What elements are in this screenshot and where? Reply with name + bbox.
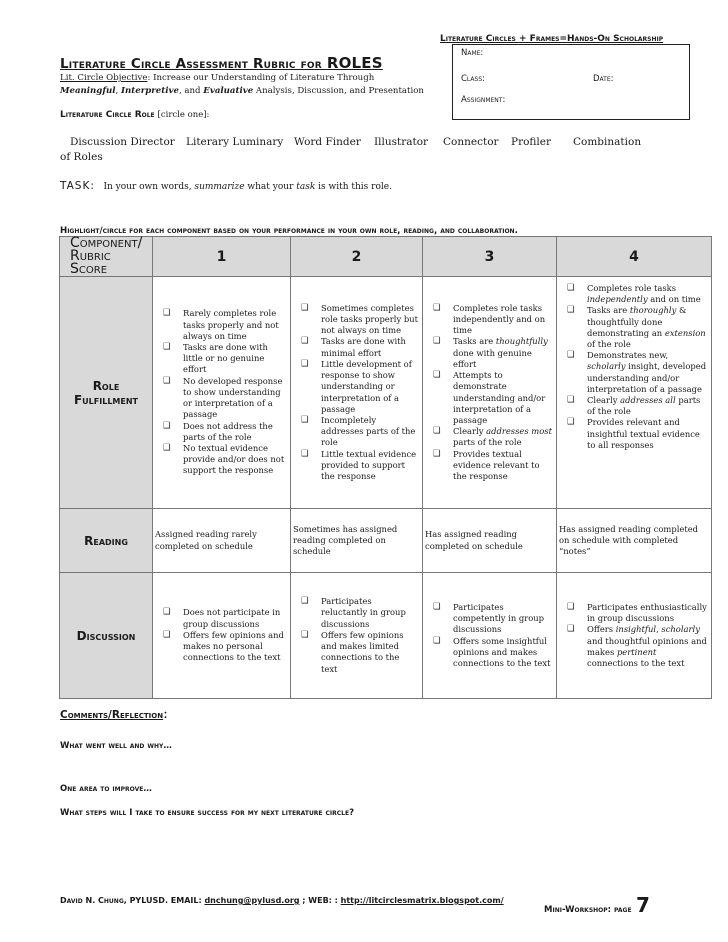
objective-text: : Increase our Understanding of Literature Through <box>147 73 375 83</box>
list-item <box>561 395 707 417</box>
name-label: Name: <box>461 48 484 58</box>
text-run: parts of the role <box>453 437 522 448</box>
emphasis-run: thoughtfully <box>495 336 548 347</box>
title-roles: ROLES <box>326 54 383 72</box>
text-run: Participates enthusiastically in group discussions <box>587 601 707 624</box>
emphasis-run: extension <box>664 327 706 338</box>
list-item: ❑ Sometimes completes role tasks properly but not always on time <box>295 303 418 337</box>
list-item: ❑ Offers few opinions and makes limited connections to the text <box>295 630 418 675</box>
task-label: TASK: <box>60 180 95 192</box>
role-literary-luminary[interactable]: Literary Luminary <box>186 136 284 148</box>
list-item <box>427 336 552 370</box>
class-label: Class: <box>461 74 486 84</box>
text-run: of the role <box>587 339 631 350</box>
text-run: Provides relevant and insightful textual evidence to all responses <box>587 417 700 450</box>
text-run: & thoughtfully done demonstrating an <box>587 305 687 338</box>
highlight-instruction: Highlight/circle for each component based on your performance in your own role, reading, and collaboration. <box>60 226 518 236</box>
list-item: ❑ Participates competently in group discussions <box>427 602 552 636</box>
objective-word-2: Interpretive <box>121 86 179 96</box>
list-item <box>561 350 707 395</box>
task-line <box>60 180 392 192</box>
text-run: Offers <box>587 624 616 635</box>
page-title <box>60 54 383 72</box>
task-post: is with this role. <box>315 182 392 192</box>
text-run: Completes role tasks independently and on time <box>453 302 546 336</box>
list-item: ❑ Does not address the parts of the role <box>157 421 286 443</box>
score-header-3: 3 <box>423 237 557 277</box>
emphasis-run: pertinent <box>616 646 657 657</box>
footer-author: David N. Chung, PYLUSD. EMAIL: <box>60 896 205 905</box>
role-connector[interactable]: Connector <box>443 136 499 148</box>
objective-sep-2: , and <box>178 86 204 96</box>
text-run: and thoughtful opinions and makes <box>587 635 707 657</box>
list-item: ❑ Offers some insightful opinions and makes connections to the text <box>427 636 552 670</box>
reading-score-4-cell[interactable]: Has assigned reading completed on schedule with completed “notes” <box>557 509 712 573</box>
rubric-header-row <box>60 237 712 277</box>
task-mid: what your <box>244 182 297 192</box>
list-item: ❑ Rarely completes role tasks properly and not always on time <box>157 308 286 342</box>
role-label-text: Literature Circle Role <box>60 110 155 120</box>
objective-word-3: Evaluative <box>203 86 254 96</box>
emphasis-run: addresses all <box>620 395 676 406</box>
list-item <box>427 449 552 483</box>
component-name-line-1: Role <box>92 378 120 393</box>
rubric-table <box>59 236 712 699</box>
reading-score-3-cell[interactable]: Has assigned reading completed on schedule <box>423 509 557 573</box>
footer-credits <box>60 896 504 905</box>
text-run: Demonstrates new, <box>587 350 669 361</box>
emphasis-run: scholarly <box>661 624 700 635</box>
list-item <box>561 417 707 451</box>
component-header <box>60 237 153 277</box>
component-header-line-2: Rubric Score <box>70 248 111 277</box>
role-score-4-cell[interactable] <box>557 277 712 509</box>
list-item: ❑ Little textual evidence provided to support the response <box>295 449 418 483</box>
component-name-line-1: Reading <box>84 533 128 548</box>
task-word-summarize: summarize <box>194 182 245 192</box>
emphasis-run: addresses most <box>486 426 552 437</box>
role-score-2-cell[interactable] <box>291 277 423 509</box>
role-profiler[interactable]: Profiler <box>511 136 552 148</box>
discussion-score-2-cell[interactable] <box>291 573 423 699</box>
component-name-line-1: Discussion <box>76 628 136 643</box>
text-run: , <box>656 624 662 635</box>
text-run: Clearly <box>453 426 487 437</box>
row-discussion <box>60 573 712 699</box>
list-item <box>427 370 552 426</box>
component-discussion <box>60 573 153 699</box>
list-item <box>427 303 552 337</box>
student-info-box <box>452 44 690 120</box>
role-illustrator[interactable]: Illustrator <box>374 136 429 148</box>
list-item: ❑ Offers few opinions and makes no personal connections to the text <box>157 630 286 664</box>
assignment-label: Assignment: <box>461 95 506 105</box>
text-run: parts of the role <box>587 395 701 417</box>
comments-title-text: Comments/Reflection <box>60 709 164 721</box>
list-item: ❑ Tasks are done with minimal effort <box>295 336 418 358</box>
emphasis-run: thoroughly <box>629 305 677 316</box>
role-score-1-cell[interactable] <box>153 277 291 509</box>
footer-page-label: Mini-Workshop: page <box>544 905 632 915</box>
series-title: Literature Circles + Frames=Hands-On Scholarship <box>440 34 664 44</box>
text-run: Completes role tasks <box>587 283 677 293</box>
role-combination[interactable]: Combination <box>573 136 642 148</box>
list-item: ❑ Tasks are done with little or no genuine effort <box>157 342 286 376</box>
score-header-2: 2 <box>291 237 423 277</box>
date-label: Date: <box>593 74 614 84</box>
list-item <box>561 624 707 669</box>
discussion-score-1-cell[interactable] <box>153 573 291 699</box>
list-item <box>561 305 707 350</box>
text-run: insight, developed understanding and/or interpretation of a passage <box>587 361 707 394</box>
question-improve: One area to improve… <box>60 784 152 794</box>
discussion-score-3-cell[interactable] <box>423 573 557 699</box>
objective <box>60 72 440 98</box>
role-discussion-director[interactable]: Discussion Director <box>70 136 175 148</box>
text-run: connections to the text <box>587 657 685 668</box>
page-number: 7 <box>636 893 650 917</box>
text-run: Clearly <box>587 395 621 406</box>
objective-word-1: Meaningful <box>60 86 116 96</box>
emphasis-run: independently <box>587 294 648 305</box>
list-item: ❑ Incompletely addresses parts of the role <box>295 415 418 449</box>
title-main: Literature Circle Assessment Rubric for <box>60 56 322 72</box>
component-reading <box>60 509 153 573</box>
list-item: ❑ Does not participate in group discussions <box>157 607 286 629</box>
text-run: Tasks are <box>587 305 630 316</box>
role-section-label <box>60 110 209 120</box>
score-header-4: 4 <box>557 237 712 277</box>
component-role-fulfillment <box>60 277 153 509</box>
text-run: Attempts to demonstrate understanding and/or interpretation of a passage <box>453 370 546 425</box>
score-header-1: 1 <box>153 237 291 277</box>
comments-colon: : <box>163 706 168 722</box>
objective-label: Lit. Circle Objective <box>60 73 148 83</box>
list-item: ❑ Little development of response to show understanding or interpretation of a passage <box>295 359 418 415</box>
objective-sep-1: , <box>115 86 121 96</box>
role-combination-wrap: of Roles <box>60 151 103 163</box>
task-word-task: task <box>296 182 316 192</box>
task-pre: In your own words, <box>103 182 195 192</box>
footer-web-link[interactable]: http://litcirclesmatrix.blogspot.com/ <box>340 896 504 905</box>
comments-title <box>60 706 168 722</box>
list-item: ❑ No textual evidence provide and/or does not support the response <box>157 443 286 477</box>
text-run: done with genuine effort <box>453 347 532 369</box>
role-score-3-cell[interactable] <box>423 277 557 509</box>
text-run: Provides textual evidence relevant to the response <box>453 448 540 481</box>
text-run: Tasks are <box>453 336 496 347</box>
component-header-line-1: Component/ <box>70 235 143 251</box>
list-item: ❑ No developed response to show understanding or interpretation of a passage <box>157 376 286 421</box>
component-name-line-2: Fulfillment <box>73 392 138 407</box>
row-reading <box>60 509 712 573</box>
question-went-well: What went well and why… <box>60 741 172 751</box>
role-label-hint: [circle one]: <box>157 110 210 120</box>
list-item <box>561 602 707 624</box>
list-item <box>561 283 707 305</box>
list-item: ❑ Participates reluctantly in group discussions <box>295 596 418 630</box>
list-item <box>427 426 552 448</box>
reading-score-2-cell[interactable]: Sometimes has assigned reading completed on schedule <box>291 509 423 573</box>
question-next-steps: What steps will I take to ensure success for my next literature circle? <box>60 808 354 818</box>
emphasis-run: insightful <box>615 624 657 635</box>
role-word-finder[interactable]: Word Finder <box>294 136 361 148</box>
reading-score-1-cell[interactable]: Assigned reading rarely completed on schedule <box>153 509 291 573</box>
emphasis-run: scholarly <box>587 361 626 372</box>
objective-tail: Analysis, Discussion, and Presentation <box>253 86 424 96</box>
row-role-fulfillment <box>60 277 712 509</box>
footer-email-link[interactable]: dnchung@pylusd.org <box>204 896 300 905</box>
footer-sep: ; WEB: : <box>299 896 341 905</box>
text-run: and on time <box>647 294 701 305</box>
discussion-score-4-cell[interactable] <box>557 573 712 699</box>
